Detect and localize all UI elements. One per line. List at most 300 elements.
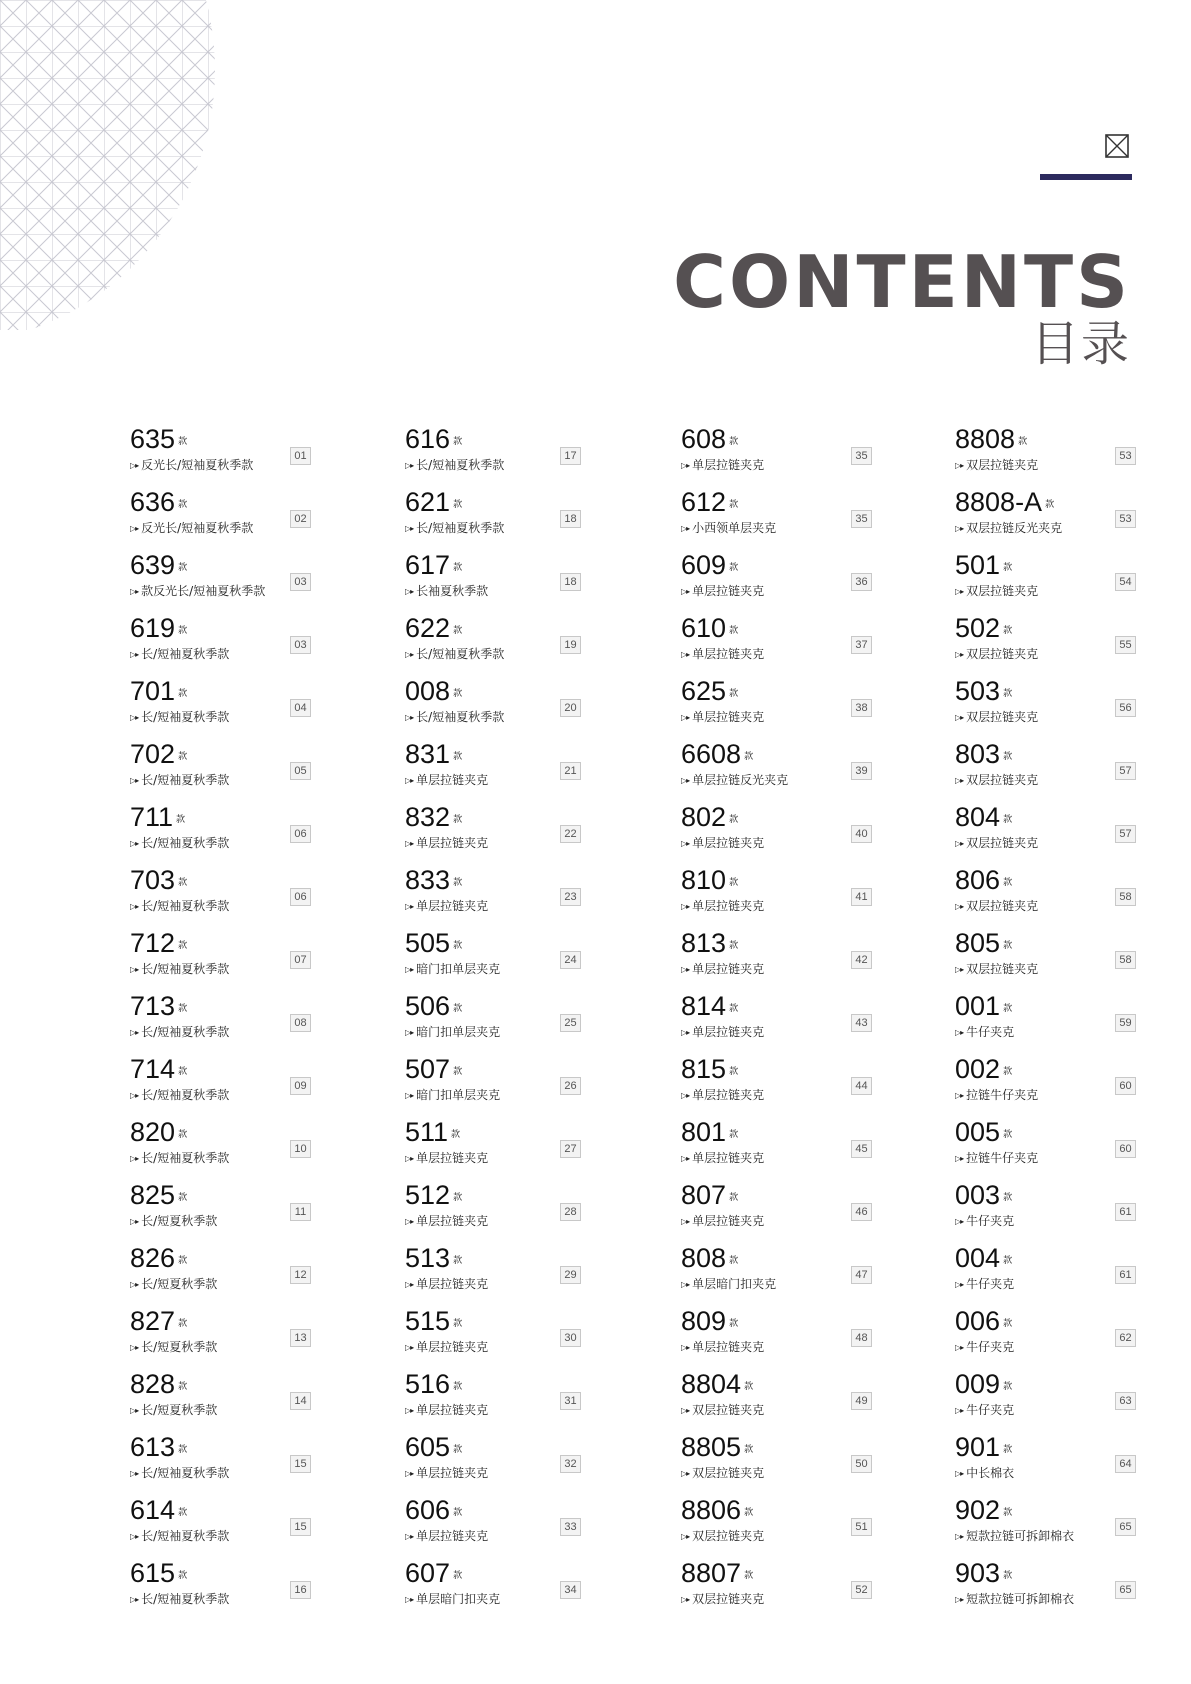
arrow-icon: ▷▸ <box>955 1216 964 1226</box>
style-code-number: 607 <box>405 1558 451 1588</box>
toc-entry[interactable] <box>130 1117 330 1180</box>
page-number: 18 <box>560 510 581 528</box>
style-code-number: 809 <box>681 1306 727 1336</box>
style-code-number: 8807 <box>681 1558 742 1588</box>
toc-column-4 <box>955 424 1155 1621</box>
toc-entry[interactable] <box>130 676 330 739</box>
page-number: 37 <box>851 636 872 654</box>
toc-entry[interactable] <box>405 613 605 676</box>
style-code-number: 615 <box>130 1558 176 1588</box>
page-number: 53 <box>1115 447 1136 465</box>
toc-entry[interactable] <box>130 802 330 865</box>
toc-entry[interactable] <box>405 1054 605 1117</box>
arrow-icon: ▷▸ <box>955 460 964 470</box>
toc-entry[interactable] <box>681 1180 881 1243</box>
toc-entry[interactable] <box>681 991 881 1054</box>
toc-entry[interactable] <box>955 991 1155 1054</box>
style-code-number: 506 <box>405 991 451 1021</box>
kuan-label: 款 <box>729 1317 739 1328</box>
arrow-icon: ▷▸ <box>130 1090 139 1100</box>
page-title-english: CONTENTS <box>673 240 1131 324</box>
style-code-number: 807 <box>681 1180 727 1210</box>
toc-entry[interactable] <box>405 1180 605 1243</box>
kuan-label: 款 <box>729 435 739 446</box>
style-description: 单层拉链夹克 <box>692 1213 765 1228</box>
kuan-label: 款 <box>744 1569 754 1580</box>
arrow-icon: ▷▸ <box>955 964 964 974</box>
arrow-icon: ▷▸ <box>130 1594 139 1604</box>
toc-entry[interactable] <box>405 1243 605 1306</box>
style-description: 单层拉链夹克 <box>692 1087 765 1102</box>
kuan-label: 款 <box>1003 750 1013 761</box>
page-number: 34 <box>560 1581 581 1599</box>
toc-entry[interactable] <box>681 1432 881 1495</box>
arrow-icon: ▷▸ <box>130 964 139 974</box>
style-code-number: 808 <box>681 1243 727 1273</box>
style-description: 双层拉链夹克 <box>966 583 1039 598</box>
toc-entry[interactable] <box>405 739 605 802</box>
kuan-label: 款 <box>176 813 186 824</box>
toc-entry[interactable] <box>405 991 605 1054</box>
style-description: 双层拉链反光夹克 <box>966 520 1063 535</box>
arrow-icon: ▷▸ <box>955 523 964 533</box>
style-description: 长/短夏秋季款 <box>141 1213 218 1228</box>
toc-entry[interactable] <box>405 802 605 865</box>
kuan-label: 款 <box>178 1065 188 1076</box>
page-number: 06 <box>290 888 311 906</box>
page-number: 63 <box>1115 1392 1136 1410</box>
page-number: 45 <box>851 1140 872 1158</box>
page-number: 49 <box>851 1392 872 1410</box>
style-description: 长袖夏秋季款 <box>416 583 489 598</box>
style-code-number: 902 <box>955 1495 1001 1525</box>
page-number: 55 <box>1115 636 1136 654</box>
style-description: 单层拉链反光夹克 <box>692 772 789 787</box>
arrow-icon: ▷▸ <box>405 649 414 659</box>
kuan-label: 款 <box>1003 1380 1013 1391</box>
kuan-label: 款 <box>729 624 739 635</box>
style-description: 单层拉链夹克 <box>692 835 765 850</box>
page-number: 60 <box>1115 1140 1136 1158</box>
page-number: 41 <box>851 888 872 906</box>
toc-entry[interactable] <box>955 1369 1155 1432</box>
arrow-icon: ▷▸ <box>405 586 414 596</box>
style-code-number: 001 <box>955 991 1001 1021</box>
style-code-number: 635 <box>130 424 176 454</box>
kuan-label: 款 <box>453 435 463 446</box>
style-description: 双层拉链夹克 <box>966 961 1039 976</box>
toc-entry[interactable] <box>405 928 605 991</box>
kuan-label: 款 <box>453 687 463 698</box>
toc-entry[interactable] <box>681 676 881 739</box>
arrow-icon: ▷▸ <box>955 1090 964 1100</box>
kuan-label: 款 <box>1003 1569 1013 1580</box>
kuan-label: 款 <box>1003 561 1013 572</box>
style-description: 单层拉链夹克 <box>692 961 765 976</box>
style-code-number: 8808 <box>955 424 1016 454</box>
style-description: 中长棉衣 <box>966 1465 1015 1480</box>
style-code-number: 009 <box>955 1369 1001 1399</box>
toc-entry[interactable] <box>681 865 881 928</box>
arrow-icon: ▷▸ <box>681 838 690 848</box>
style-code-number: 8808-A <box>955 487 1043 517</box>
toc-entry[interactable] <box>130 487 330 550</box>
style-code-number: 502 <box>955 613 1001 643</box>
toc-entry[interactable] <box>955 928 1155 991</box>
style-description: 长/短袖夏秋季款 <box>141 646 230 661</box>
arrow-icon: ▷▸ <box>405 1594 414 1604</box>
style-description: 短款拉链可拆卸棉衣 <box>966 1591 1075 1606</box>
toc-entry[interactable] <box>681 1054 881 1117</box>
toc-entry[interactable] <box>405 865 605 928</box>
page-number: 27 <box>560 1140 581 1158</box>
toc-entry[interactable] <box>681 424 881 487</box>
kuan-label: 款 <box>729 1065 739 1076</box>
style-code-number: 605 <box>405 1432 451 1462</box>
toc-entry[interactable] <box>681 802 881 865</box>
toc-entry[interactable] <box>130 1180 330 1243</box>
style-code-number: 616 <box>405 424 451 454</box>
style-code-number: 702 <box>130 739 176 769</box>
page-number: 54 <box>1115 573 1136 591</box>
page-number: 03 <box>290 573 311 591</box>
toc-entry[interactable] <box>681 487 881 550</box>
kuan-label: 款 <box>178 1443 188 1454</box>
arrow-icon: ▷▸ <box>405 712 414 722</box>
kuan-label: 款 <box>729 813 739 824</box>
style-description: 牛仔夹克 <box>966 1213 1015 1228</box>
page-number: 61 <box>1115 1266 1136 1284</box>
style-code-number: 004 <box>955 1243 1001 1273</box>
title-accent-bar <box>1040 174 1132 180</box>
page-title-chinese: 目录 <box>1030 316 1131 372</box>
arrow-icon: ▷▸ <box>955 775 964 785</box>
toc-entry[interactable] <box>955 487 1155 550</box>
style-description: 长/短袖夏秋季款 <box>416 646 505 661</box>
style-description: 双层拉链夹克 <box>966 898 1039 913</box>
toc-entry[interactable] <box>955 550 1155 613</box>
kuan-label: 款 <box>178 876 188 887</box>
page-number: 06 <box>290 825 311 843</box>
style-description: 单层拉链夹克 <box>692 1339 765 1354</box>
page-number: 40 <box>851 825 872 843</box>
toc-entry[interactable] <box>681 613 881 676</box>
page-number: 35 <box>851 510 872 528</box>
page-number: 20 <box>560 699 581 717</box>
arrow-icon: ▷▸ <box>955 649 964 659</box>
kuan-label: 款 <box>453 1002 463 1013</box>
kuan-label: 款 <box>178 687 188 698</box>
style-description: 双层拉链夹克 <box>692 1402 765 1417</box>
toc-column-3 <box>681 424 881 1621</box>
style-description: 单层拉链夹克 <box>416 1402 489 1417</box>
arrow-icon: ▷▸ <box>681 712 690 722</box>
toc-entry[interactable] <box>955 1558 1155 1621</box>
style-code-number: 609 <box>681 550 727 580</box>
style-code-number: 639 <box>130 550 176 580</box>
style-description: 单层暗门扣夹克 <box>416 1591 501 1606</box>
page-number: 12 <box>290 1266 311 1284</box>
toc-entry[interactable] <box>405 1558 605 1621</box>
style-code-number: 714 <box>130 1054 176 1084</box>
page-number: 07 <box>290 951 311 969</box>
page-number: 43 <box>851 1014 872 1032</box>
kuan-label: 款 <box>178 1002 188 1013</box>
toc-entry[interactable] <box>130 613 330 676</box>
toc-entry[interactable] <box>955 739 1155 802</box>
page-number: 65 <box>1115 1581 1136 1599</box>
toc-entry[interactable] <box>130 1369 330 1432</box>
style-code-number: 612 <box>681 487 727 517</box>
toc-entry[interactable] <box>955 1054 1155 1117</box>
style-description: 长/短袖夏秋季款 <box>141 1087 230 1102</box>
toc-entry[interactable] <box>955 424 1155 487</box>
toc-entry[interactable] <box>130 1432 330 1495</box>
toc-entry[interactable] <box>405 1369 605 1432</box>
style-code-number: 712 <box>130 928 176 958</box>
arrow-icon: ▷▸ <box>130 460 139 470</box>
arrow-icon: ▷▸ <box>681 964 690 974</box>
style-code-number: 903 <box>955 1558 1001 1588</box>
toc-entry[interactable] <box>955 1117 1155 1180</box>
toc-entry[interactable] <box>681 1117 881 1180</box>
style-description: 单层拉链夹克 <box>416 898 489 913</box>
style-code-number: 813 <box>681 928 727 958</box>
page-number: 51 <box>851 1518 872 1536</box>
toc-entry[interactable] <box>955 1306 1155 1369</box>
arrow-icon: ▷▸ <box>405 1027 414 1037</box>
style-code-number: 701 <box>130 676 176 706</box>
arrow-icon: ▷▸ <box>405 1468 414 1478</box>
style-description: 单层拉链夹克 <box>416 1339 489 1354</box>
kuan-label: 款 <box>453 1065 463 1076</box>
toc-entry[interactable] <box>955 1432 1155 1495</box>
toc-entry[interactable] <box>130 1306 330 1369</box>
style-description: 单层拉链夹克 <box>416 1213 489 1228</box>
page-number: 35 <box>851 447 872 465</box>
toc-entry[interactable] <box>681 928 881 991</box>
style-code-number: 804 <box>955 802 1001 832</box>
toc-entry[interactable] <box>405 1432 605 1495</box>
kuan-label: 款 <box>178 1506 188 1517</box>
page-number: 58 <box>1115 951 1136 969</box>
toc-entry[interactable] <box>681 1369 881 1432</box>
toc-entry[interactable] <box>681 550 881 613</box>
style-code-number: 619 <box>130 613 176 643</box>
page-number: 02 <box>290 510 311 528</box>
toc-entry[interactable] <box>130 739 330 802</box>
page-number: 15 <box>290 1518 311 1536</box>
toc-entry[interactable] <box>130 1495 330 1558</box>
kuan-label: 款 <box>1003 1002 1013 1013</box>
style-code-number: 622 <box>405 613 451 643</box>
style-description: 双层拉链夹克 <box>966 457 1039 472</box>
style-description: 小西领单层夹克 <box>692 520 777 535</box>
style-code-number: 516 <box>405 1369 451 1399</box>
kuan-label: 款 <box>453 1506 463 1517</box>
style-description: 反光长/短袖夏秋季款 <box>141 457 254 472</box>
page-number: 05 <box>290 762 311 780</box>
toc-entry[interactable] <box>130 865 330 928</box>
arrow-icon: ▷▸ <box>405 1405 414 1415</box>
toc-entry[interactable] <box>955 613 1155 676</box>
style-description: 单层拉链夹克 <box>692 457 765 472</box>
arrow-icon: ▷▸ <box>681 1405 690 1415</box>
arrow-icon: ▷▸ <box>130 1216 139 1226</box>
style-description: 长/短袖夏秋季款 <box>141 1465 230 1480</box>
style-description: 长/短袖夏秋季款 <box>416 457 505 472</box>
style-description: 单层拉链夹克 <box>692 898 765 913</box>
toc-entry[interactable] <box>130 424 330 487</box>
toc-entry[interactable] <box>405 676 605 739</box>
page-number: 61 <box>1115 1203 1136 1221</box>
kuan-label: 款 <box>453 750 463 761</box>
style-description: 长/短袖夏秋季款 <box>141 772 230 787</box>
toc-entry[interactable] <box>681 739 881 802</box>
style-description: 反光长/短袖夏秋季款 <box>141 520 254 535</box>
style-code-number: 625 <box>681 676 727 706</box>
toc-entry[interactable] <box>405 1495 605 1558</box>
style-description: 单层拉链夹克 <box>692 1150 765 1165</box>
kuan-label: 款 <box>1003 1191 1013 1202</box>
toc-entry[interactable] <box>681 1306 881 1369</box>
close-box-icon <box>1105 134 1129 158</box>
page-number: 36 <box>851 573 872 591</box>
style-description: 双层拉链夹克 <box>966 835 1039 850</box>
page-number: 26 <box>560 1077 581 1095</box>
kuan-label: 款 <box>729 1128 739 1139</box>
kuan-label: 款 <box>729 561 739 572</box>
toc-entry[interactable] <box>681 1558 881 1621</box>
page-number: 21 <box>560 762 581 780</box>
style-description: 牛仔夹克 <box>966 1339 1015 1354</box>
page-number: 30 <box>560 1329 581 1347</box>
toc-entry[interactable] <box>130 928 330 991</box>
kuan-label: 款 <box>1003 813 1013 824</box>
arrow-icon: ▷▸ <box>405 1342 414 1352</box>
arrow-icon: ▷▸ <box>130 901 139 911</box>
kuan-label: 款 <box>178 939 188 950</box>
arrow-icon: ▷▸ <box>681 1027 690 1037</box>
arrow-icon: ▷▸ <box>130 1405 139 1415</box>
toc-entry[interactable] <box>405 1117 605 1180</box>
kuan-label: 款 <box>451 1128 461 1139</box>
kuan-label: 款 <box>453 498 463 509</box>
kuan-label: 款 <box>729 687 739 698</box>
kuan-label: 款 <box>178 435 188 446</box>
toc-entry[interactable] <box>955 1495 1155 1558</box>
style-code-number: 005 <box>955 1117 1001 1147</box>
style-description: 双层拉链夹克 <box>692 1528 765 1543</box>
style-description: 拉链牛仔夹克 <box>966 1087 1039 1102</box>
style-code-number: 503 <box>955 676 1001 706</box>
style-code-number: 826 <box>130 1243 176 1273</box>
toc-entry[interactable] <box>405 1306 605 1369</box>
style-code-number: 008 <box>405 676 451 706</box>
page-number: 46 <box>851 1203 872 1221</box>
toc-entry[interactable] <box>130 550 330 613</box>
page-number: 38 <box>851 699 872 717</box>
style-code-number: 810 <box>681 865 727 895</box>
style-description: 暗门扣单层夹克 <box>416 1087 501 1102</box>
style-code-number: 803 <box>955 739 1001 769</box>
toc-entry[interactable] <box>130 1243 330 1306</box>
style-description: 长/短袖夏秋季款 <box>141 1150 230 1165</box>
page-number: 48 <box>851 1329 872 1347</box>
kuan-label: 款 <box>1045 498 1055 509</box>
page-number: 60 <box>1115 1077 1136 1095</box>
style-code-number: 512 <box>405 1180 451 1210</box>
toc-entry[interactable] <box>955 1180 1155 1243</box>
page-number: 62 <box>1115 1329 1136 1347</box>
kuan-label: 款 <box>744 1380 754 1391</box>
style-description: 长/短袖夏秋季款 <box>141 709 230 724</box>
style-description: 暗门扣单层夹克 <box>416 1024 501 1039</box>
arrow-icon: ▷▸ <box>955 712 964 722</box>
kuan-label: 款 <box>1003 1506 1013 1517</box>
page-number: 39 <box>851 762 872 780</box>
toc-entry[interactable] <box>681 1243 881 1306</box>
style-code-number: 832 <box>405 802 451 832</box>
arrow-icon: ▷▸ <box>681 523 690 533</box>
style-description: 单层暗门扣夹克 <box>692 1276 777 1291</box>
style-description: 暗门扣单层夹克 <box>416 961 501 976</box>
kuan-label: 款 <box>178 1191 188 1202</box>
style-code-number: 833 <box>405 865 451 895</box>
toc-entry[interactable] <box>130 991 330 1054</box>
style-description: 长/短袖夏秋季款 <box>416 709 505 724</box>
toc-entry[interactable] <box>130 1558 330 1621</box>
style-description: 牛仔夹克 <box>966 1276 1015 1291</box>
style-code-number: 002 <box>955 1054 1001 1084</box>
style-description: 长/短袖夏秋季款 <box>416 520 505 535</box>
kuan-label: 款 <box>729 876 739 887</box>
style-description: 长/短袖夏秋季款 <box>141 1528 230 1543</box>
toc-entry[interactable] <box>405 550 605 613</box>
style-code-number: 006 <box>955 1306 1001 1336</box>
style-code-number: 501 <box>955 550 1001 580</box>
kuan-label: 款 <box>1003 939 1013 950</box>
toc-entry[interactable] <box>681 1495 881 1558</box>
kuan-label: 款 <box>1003 687 1013 698</box>
toc-entry[interactable] <box>405 424 605 487</box>
toc-entry[interactable] <box>405 487 605 550</box>
page-number: 14 <box>290 1392 311 1410</box>
kuan-label: 款 <box>1003 1443 1013 1454</box>
toc-entry[interactable] <box>955 1243 1155 1306</box>
arrow-icon: ▷▸ <box>955 838 964 848</box>
kuan-label: 款 <box>1003 624 1013 635</box>
page-number: 19 <box>560 636 581 654</box>
style-code-number: 6608 <box>681 739 742 769</box>
toc-entry[interactable] <box>955 802 1155 865</box>
toc-entry[interactable] <box>955 676 1155 739</box>
kuan-label: 款 <box>453 939 463 950</box>
toc-entry[interactable] <box>130 1054 330 1117</box>
toc-entry[interactable] <box>955 865 1155 928</box>
arrow-icon: ▷▸ <box>681 1153 690 1163</box>
arrow-icon: ▷▸ <box>955 1468 964 1478</box>
arrow-icon: ▷▸ <box>405 1216 414 1226</box>
toc-column-1 <box>130 424 330 1621</box>
page-number: 22 <box>560 825 581 843</box>
style-code-number: 614 <box>130 1495 176 1525</box>
kuan-label: 款 <box>453 876 463 887</box>
style-description: 单层拉链夹克 <box>692 583 765 598</box>
arrow-icon: ▷▸ <box>130 1027 139 1037</box>
arrow-icon: ▷▸ <box>130 586 139 596</box>
page-number: 18 <box>560 573 581 591</box>
